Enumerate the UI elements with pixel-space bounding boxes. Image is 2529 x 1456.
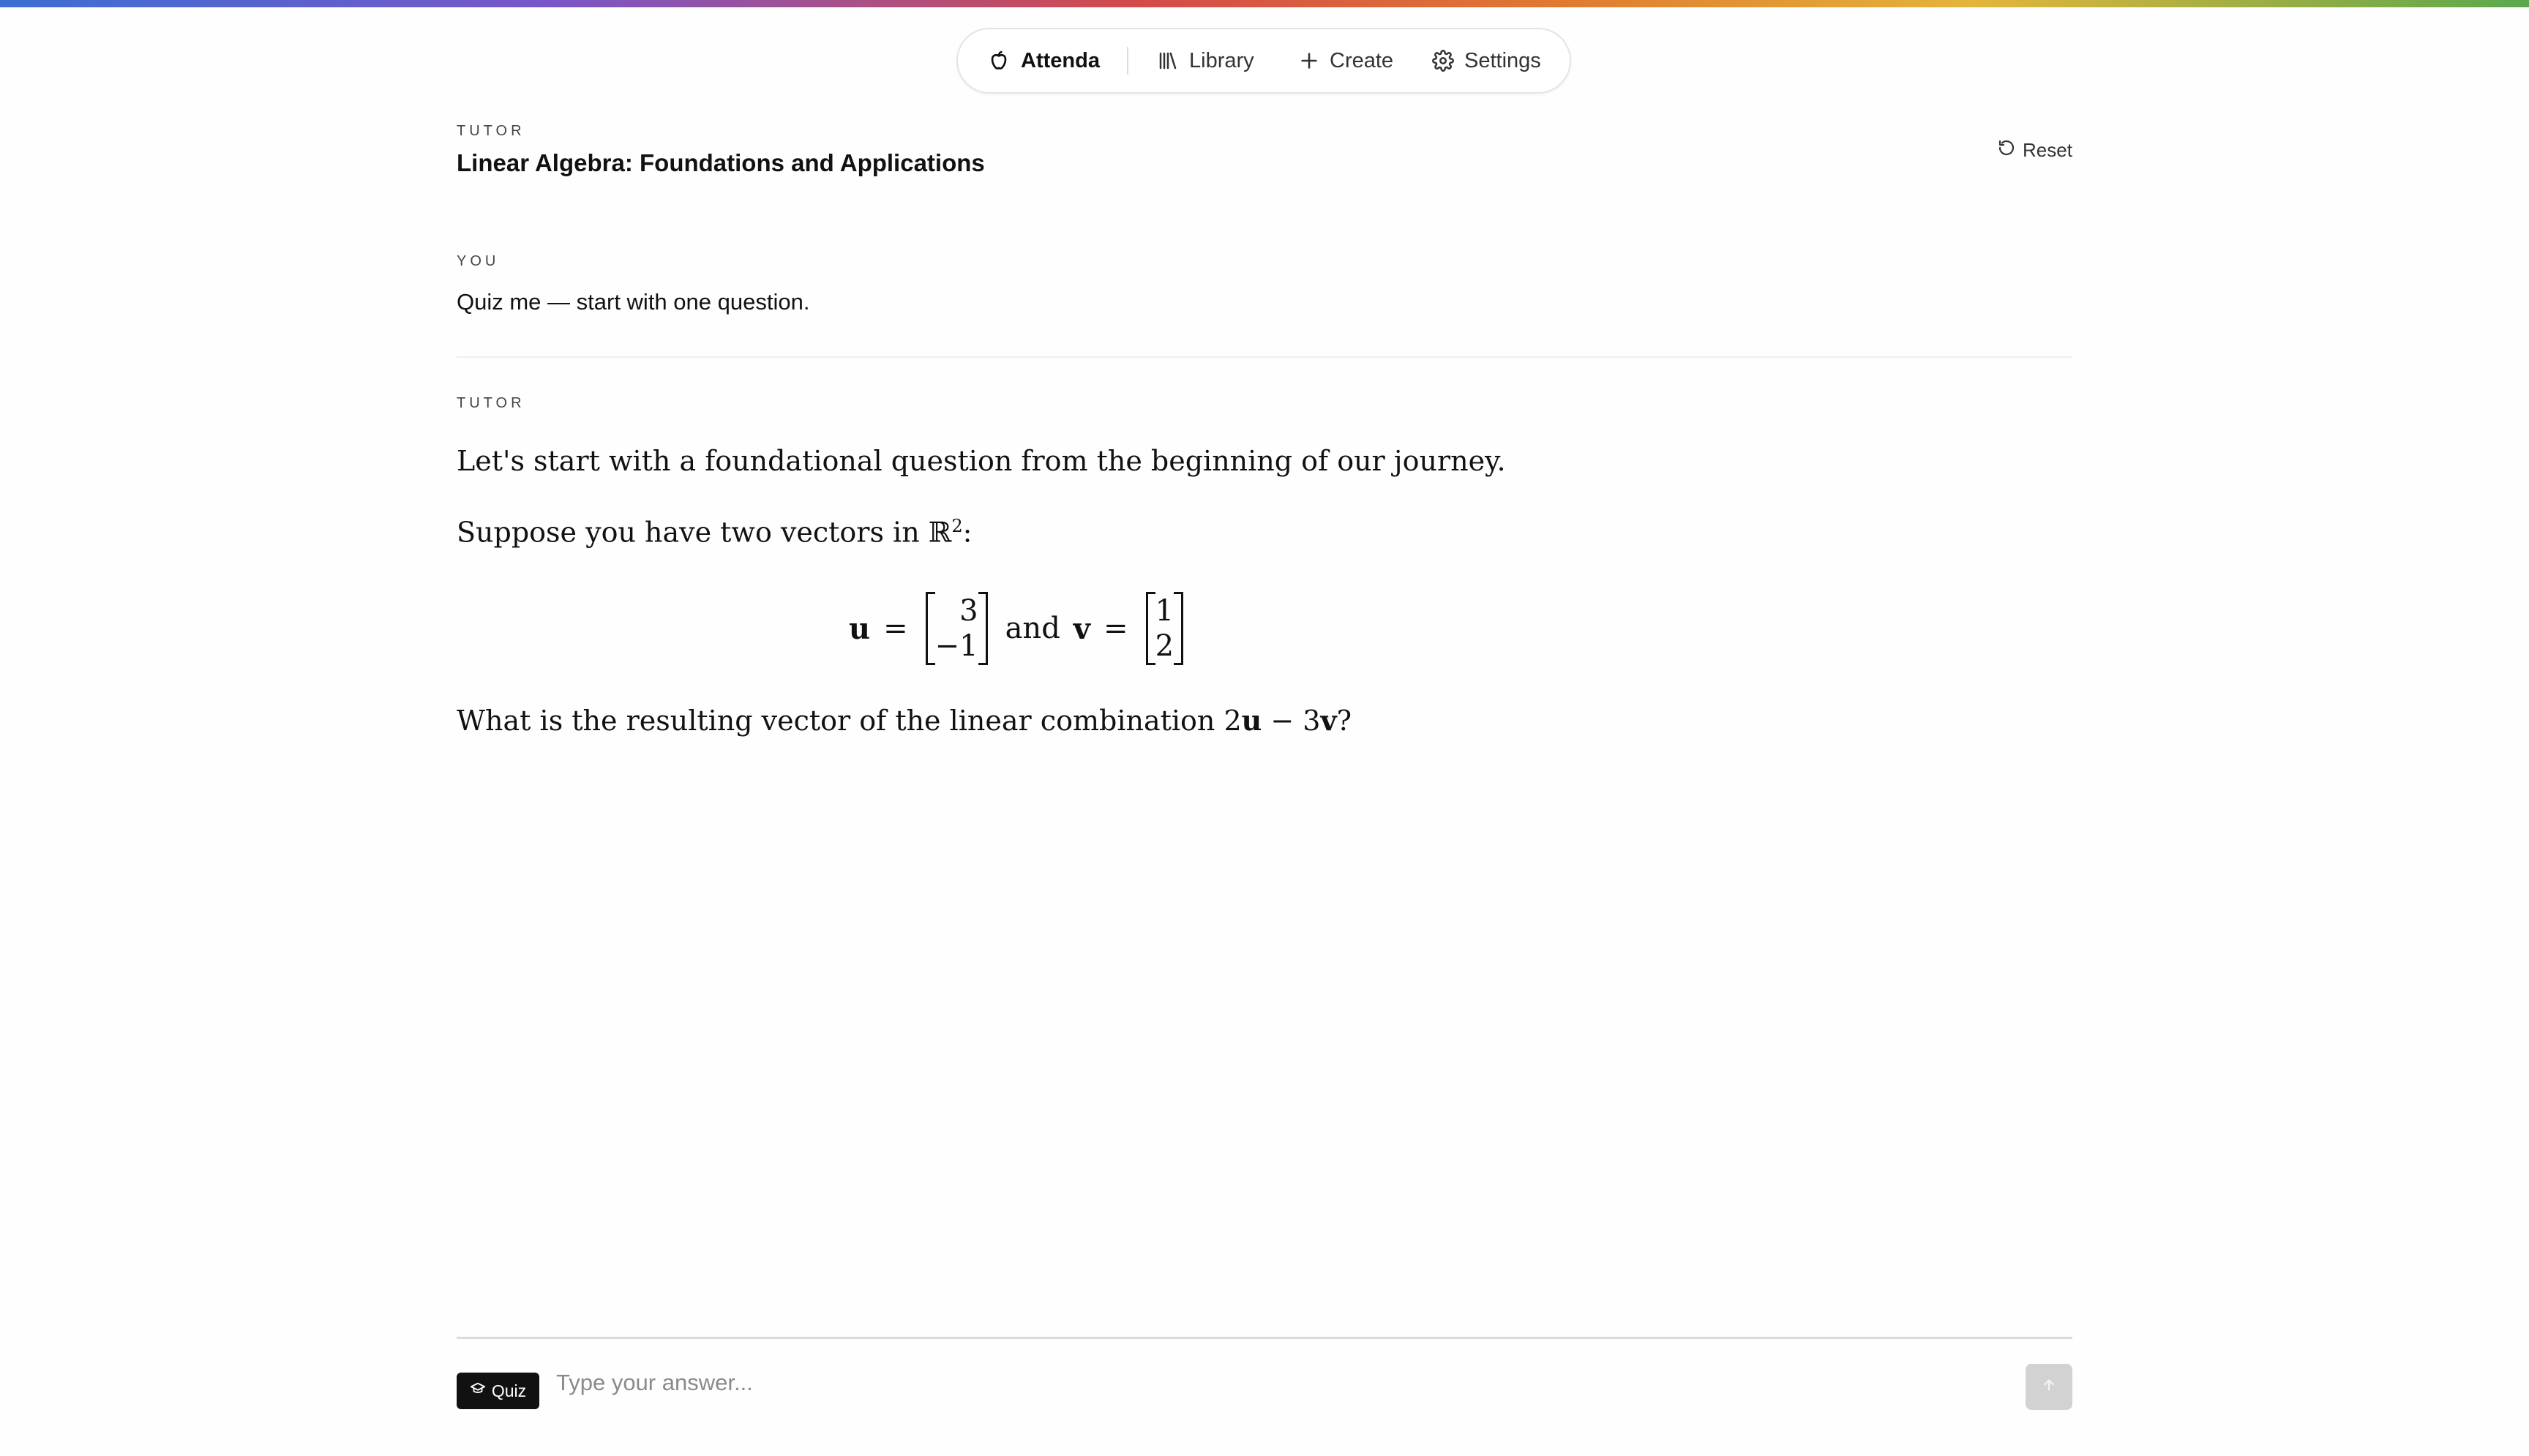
math-connector: and [1005, 612, 1060, 645]
equals-sign: = [883, 612, 908, 645]
composer-divider [457, 1337, 2072, 1339]
send-button[interactable] [2026, 1364, 2072, 1410]
quiz-mode-label: Quiz [491, 1381, 527, 1400]
u-vector [926, 592, 988, 665]
tutor-message-eyebrow: TUTOR [457, 395, 525, 411]
u-entry-2: −1 [934, 629, 978, 663]
v-symbol: v [1073, 611, 1091, 646]
setup-prefix: Suppose you have two vectors in [457, 516, 929, 549]
nav-item-library[interactable] [1157, 29, 1254, 92]
tutor-question [457, 704, 1352, 737]
apple-icon [987, 49, 1011, 72]
nav-divider [1127, 47, 1128, 75]
expr-var-2: v [1320, 704, 1337, 737]
vector-definitions [849, 590, 1188, 667]
v-vector [1146, 592, 1183, 665]
expr-coef-1: 2 [1224, 705, 1242, 737]
answer-input[interactable] [556, 1361, 2005, 1405]
plus-icon [1299, 50, 1319, 71]
header-eyebrow: TUTOR [457, 123, 525, 139]
quiz-mode-button[interactable] [457, 1373, 539, 1409]
u-symbol: u [849, 611, 871, 646]
expr-coef-2: 3 [1303, 705, 1321, 737]
library-icon [1157, 50, 1179, 72]
top-accent-stripe [0, 0, 2529, 7]
course-title: Linear Algebra: Foundations and Applications [457, 149, 985, 176]
question-prefix: What is the resulting vector of the linear combination [457, 705, 1224, 737]
tutor-intro: Let's start with a foundational question from the beginning of our journey. [457, 445, 1506, 477]
user-message: Quiz me — start with one question. [457, 289, 810, 315]
space-symbol: ℝ [928, 516, 952, 549]
v-entry-2: 2 [1155, 629, 1174, 663]
nav-brand-label: Attenda [1021, 48, 1100, 72]
message-divider [457, 356, 2072, 358]
nav-item-create[interactable] [1299, 29, 1393, 92]
space-exponent: 2 [951, 516, 963, 536]
expr-var-1: u [1241, 704, 1262, 737]
nav-item-label: Library [1189, 48, 1254, 72]
equals-sign: = [1104, 612, 1128, 645]
question-suffix: ? [1336, 705, 1352, 737]
nav-item-settings[interactable] [1432, 29, 1541, 92]
gear-icon [1432, 50, 1454, 72]
nav-brand[interactable] [987, 29, 1100, 92]
top-nav [956, 28, 1571, 94]
arrow-up-icon [2041, 1377, 2057, 1397]
user-message-eyebrow: YOU [457, 253, 500, 269]
u-entry-1: 3 [959, 594, 978, 628]
graduation-cap-icon [470, 1381, 486, 1401]
nav-item-label: Settings [1464, 48, 1541, 72]
v-entry-1: 1 [1155, 594, 1174, 628]
reset-label: Reset [2023, 139, 2072, 161]
tutor-setup [457, 516, 972, 549]
setup-suffix: : [962, 516, 973, 549]
reset-button[interactable] [1998, 139, 2072, 162]
reset-icon [1998, 139, 2015, 162]
expr-operator: − [1262, 705, 1303, 737]
nav-item-label: Create [1330, 48, 1394, 72]
